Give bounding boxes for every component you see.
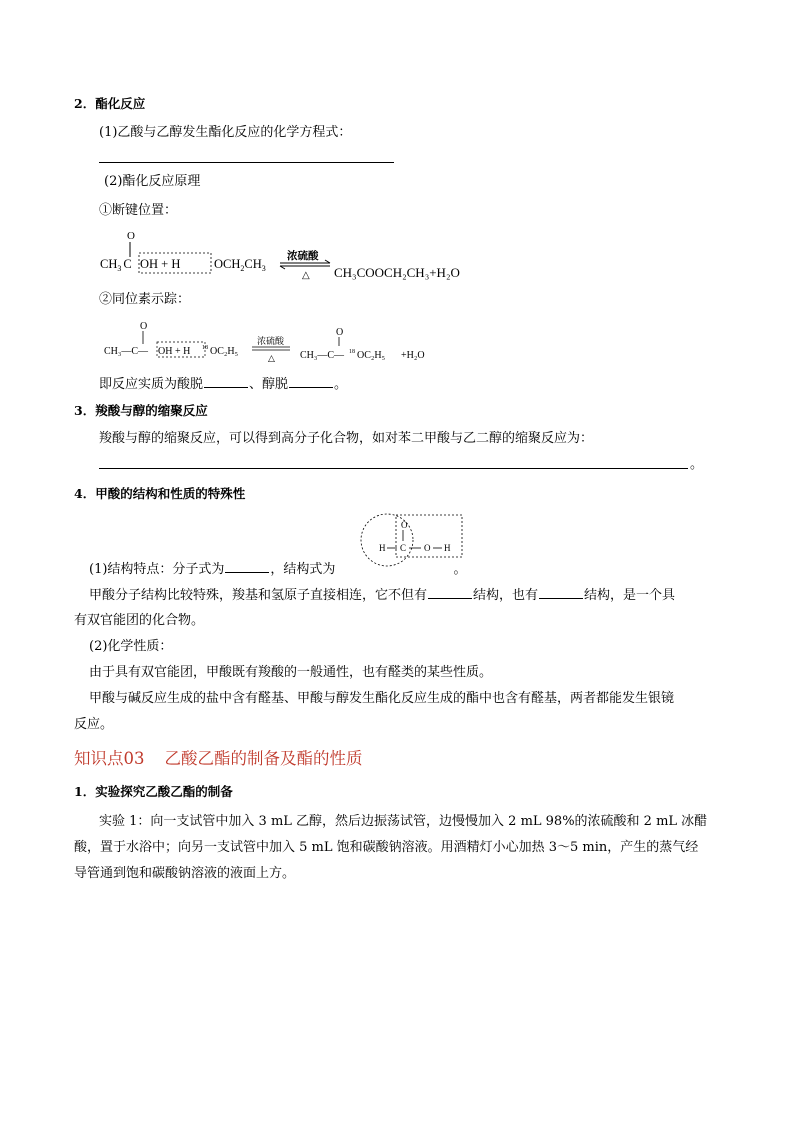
svg-text:浓硫酸: 浓硫酸 xyxy=(257,336,285,346)
question-principle: (2)酯化反应原理 xyxy=(104,174,201,189)
isotope-label: ②同位素示踪： xyxy=(99,292,191,307)
reaction1-product: CH₃COOCH₂CH₃+H₂O xyxy=(334,265,460,280)
section-heading-polycondensation: 3．羧酸与醇的缩聚反应 xyxy=(74,403,208,418)
chemical-property-question: (2)化学性质： xyxy=(89,639,173,654)
polycondensation-end: 。 xyxy=(690,457,704,472)
reaction-essence: 即反应实质为酸脱 、醇脱 。 xyxy=(99,374,347,395)
svg-text:O: O xyxy=(401,520,408,530)
svg-text:CH3C: $CH_3$ C xyxy=(100,257,132,273)
bond-site-label: ①断键位置： xyxy=(99,203,178,218)
experiment-heading: 1．实验探究乙酸乙酯的制备 xyxy=(74,784,233,799)
section-heading-formic-acid: 4．甲酸的结构和性质的特殊性 xyxy=(74,486,246,501)
oh-plus-h: OH + H xyxy=(140,257,181,271)
isotope-tracing-diagram xyxy=(100,316,450,366)
svg-text:18: 18 xyxy=(349,349,355,355)
svg-text:O: O xyxy=(424,543,431,553)
svg-text:H: H xyxy=(379,543,386,553)
svg-text:O: O xyxy=(140,321,148,332)
blank-structure-2[interactable] xyxy=(539,585,583,599)
svg-text:OCH2CH3: $OCH_2CH_3$ xyxy=(214,257,266,273)
formic-structure-paragraph: 甲酸分子结构比较特殊，羧基和氢原子直接相连，它不但有 结构，也有 结构，是一个具 xyxy=(89,585,675,606)
formic-structure-question: (1)结构特点：分子式为 ，结构式为 。 xyxy=(89,559,466,580)
question-equation: (1)乙酸与乙醇发生酯化反应的化学方程式： xyxy=(99,125,352,140)
silver-mirror-paragraph-line2: 反应。 xyxy=(74,717,114,732)
experiment-line-2: 酸，置于水浴中；向另一支试管中加入 5 mL 饱和碳酸钠溶液。用酒精灯小心加热 3～5 min，产生的蒸气经 xyxy=(74,840,699,855)
svg-text:CH₃—C—: CH₃—C— xyxy=(104,346,149,357)
svg-text:C: C xyxy=(400,543,407,553)
blank-structure-1[interactable] xyxy=(428,585,472,599)
catalyst-label: 浓硫酸 xyxy=(287,251,319,262)
knowledge-point-heading xyxy=(74,748,363,770)
blank-molecular-formula[interactable] xyxy=(225,559,269,573)
carbonyl-o-label: O xyxy=(127,230,135,242)
heat-symbol: △ xyxy=(302,270,310,281)
svg-text:CH₃—C—: CH₃—C— xyxy=(300,350,345,361)
blank-acid-removes[interactable] xyxy=(204,374,248,388)
svg-text:△: △ xyxy=(268,353,275,363)
formic-structure-paragraph-line2: 有双官能团的化合物。 xyxy=(74,613,205,628)
svg-text:OC₂H₅: OC₂H₅ xyxy=(210,346,239,357)
knowledge-point-number: 知识点03 xyxy=(74,749,145,768)
svg-text:OH + H: OH + H xyxy=(158,346,191,357)
polycondensation-text: 羧酸与醇的缩聚反应，可以得到高分子化合物，如对苯二甲酸与乙二醇的缩聚反应为： xyxy=(99,431,594,446)
silver-mirror-paragraph: 甲酸与碱反应生成的盐中含有醛基、甲酸与醇发生酯化反应生成的酯中也含有醛基，两者都能发生银镜 xyxy=(89,691,675,706)
svg-text:OC₂H₅: OC₂H₅ xyxy=(357,350,386,361)
answer-line-polycondensation xyxy=(99,468,688,469)
svg-text:H: H xyxy=(444,543,451,553)
svg-text:18: 18 xyxy=(202,345,208,351)
svg-text:+H₂O: +H₂O xyxy=(401,350,425,361)
blank-alcohol-removes[interactable] xyxy=(289,374,333,388)
section-heading-esterification: 2．酯化反应 xyxy=(74,96,146,111)
knowledge-point-title: 乙酸乙酯的制备及酯的性质 xyxy=(164,749,363,768)
esterification-bond-breaking-diagram xyxy=(96,226,516,284)
chemical-property-paragraph: 由于具有双官能团，甲酸既有羧酸的一般通性，也有醛类的某些性质。 xyxy=(89,665,493,680)
answer-line-equation xyxy=(99,162,394,163)
experiment-line-3: 导管通到饱和碳酸钠溶液的液面上方。 xyxy=(74,866,296,881)
experiment-line-1: 实验 1：向一支试管中加入 3 mL 乙醇，然后边振荡试管，边慢慢加入 2 mL 98%的浓硫酸和 2 mL 冰醋 xyxy=(99,814,708,829)
svg-text:O: O xyxy=(336,327,344,338)
